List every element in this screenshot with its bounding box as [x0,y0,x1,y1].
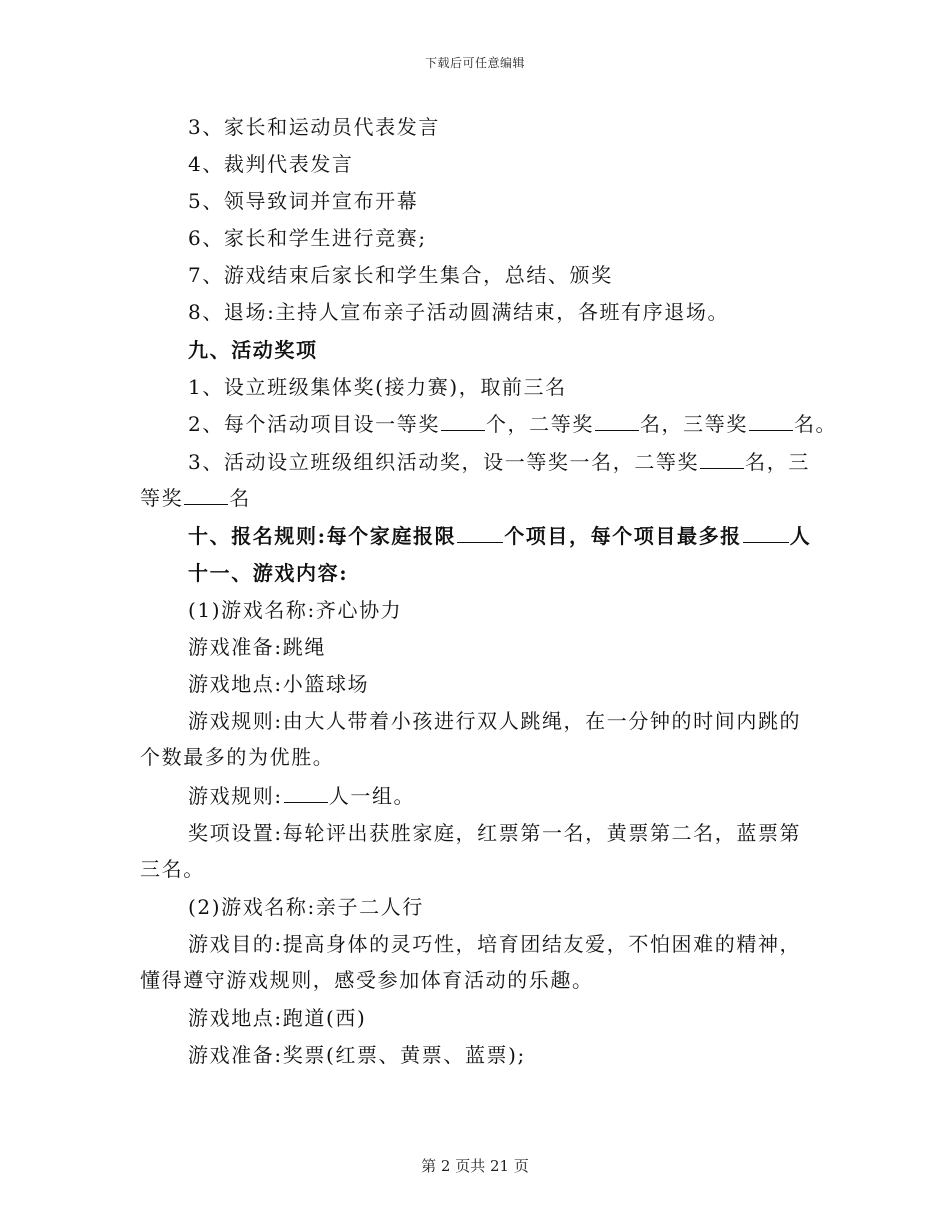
page-header: 下载后可任意编辑 [424,56,525,70]
text-segment: 个，二等奖 [485,412,594,436]
text-segment: 3、活动设立班级组织活动奖，设一等奖一名，二等奖 [188,450,700,474]
game-award-continuation: 三名。 [140,857,205,881]
text-segment: 名 [229,486,251,510]
fill-blank [441,412,485,431]
list-item: 6、家长和学生进行竞赛; [188,226,427,250]
text-segment: 名，三等奖 [639,412,748,436]
text-segment: 名，三 [745,450,810,474]
game-prep: 游戏准备:跳绳 [188,635,326,659]
text-segment: 人一组。 [328,784,416,808]
game-place: 游戏地点:小篮球场 [188,672,370,696]
text-segment: 人 [789,524,812,548]
fill-blank [595,412,639,431]
game-rule: 游戏规则:由大人带着小孩进行双人跳绳，在一分钟的时间内跳的 [188,709,802,733]
list-item: 1、设立班级集体奖(接力赛)，取前三名 [188,375,567,399]
page-footer: 第 2 页共 21 页 [421,1157,529,1175]
list-item: 4、裁判代表发言 [188,152,354,176]
text-segment: 个项目，每个项目最多报 [504,524,742,548]
fill-blank [749,412,793,431]
list-item: 3、家长和运动员代表发言 [188,115,440,139]
section-heading: 十一、游戏内容: [188,561,349,585]
game-goal: 游戏目的:提高身体的灵巧性，培育团结友爱，不怕困难的精神， [188,932,802,956]
game-prep: 游戏准备:奖票(红票、黄票、蓝票); [188,1043,526,1067]
text-segment: 十、报名规则:每个家庭报限 [188,524,457,548]
fill-blank [457,524,503,543]
section-heading: 九、活动奖项 [188,338,318,362]
game-name: (1)游戏名称:齐心协力 [188,598,403,622]
list-item: 7、游戏结束后家长和学生集合，总结、颁奖 [188,263,613,287]
game-goal-continuation: 懂得遵守游戏规则，感受参加体育活动的乐趣。 [140,968,594,992]
text-segment: 2、每个活动项目设一等奖 [188,412,440,436]
fill-blank [284,784,328,803]
text-segment: 等奖 [140,486,184,510]
game-name: (2)游戏名称:亲子二人行 [188,895,424,919]
game-rule-continuation: 个数最多的为优胜。 [140,745,335,769]
game-rule [188,782,415,810]
list-item [188,448,810,476]
fill-blank [184,486,228,505]
game-place: 游戏地点:跑道(西) [188,1006,367,1030]
fill-blank [700,450,744,469]
section-heading [188,522,811,550]
list-item: 8、退场:主持人宣布亲子活动圆满结束，各班有序退场。 [188,300,730,324]
list-item [188,410,837,438]
text-segment: 游戏规则: [188,784,283,808]
list-item-continuation [140,484,251,512]
game-award: 奖项设置:每轮评出获胜家庭，红票第一名，黄票第二名，蓝票第 [188,821,802,845]
fill-blank [743,524,789,543]
text-segment: 名。 [793,412,838,436]
list-item: 5、领导致词并宣布开幕 [188,189,419,213]
